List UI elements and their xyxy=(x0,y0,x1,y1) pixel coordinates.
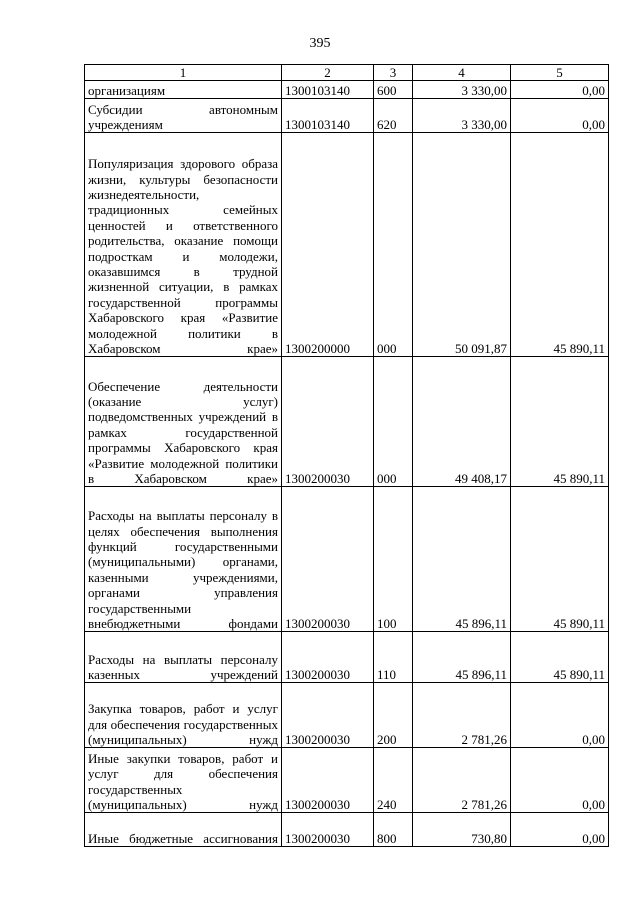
row-expense-kind: 200 xyxy=(374,683,413,748)
row-name: Расходы на выплаты персоналу казенных учреждений xyxy=(85,632,282,683)
header-cell-2: 2 xyxy=(282,65,374,81)
row-name: Субсидии автономным учреждениям xyxy=(85,99,282,133)
table-row xyxy=(85,487,609,632)
table-row xyxy=(85,748,609,813)
row-expense-kind: 100 xyxy=(374,487,413,632)
table-row xyxy=(85,357,609,487)
row-value-5: 45 890,11 xyxy=(511,133,609,357)
budget-table xyxy=(84,64,609,847)
row-value-4: 730,80 xyxy=(413,813,511,847)
row-value-4: 3 330,00 xyxy=(413,81,511,99)
table-row xyxy=(85,81,609,99)
row-value-5: 0,00 xyxy=(511,683,609,748)
row-expense-kind: 800 xyxy=(374,813,413,847)
row-value-4: 3 330,00 xyxy=(413,99,511,133)
row-value-4: 45 896,11 xyxy=(413,632,511,683)
row-expense-kind: 600 xyxy=(374,81,413,99)
row-target-code: 1300200030 xyxy=(282,487,374,632)
row-target-code: 1300200030 xyxy=(282,632,374,683)
row-value-5: 45 890,11 xyxy=(511,357,609,487)
table-row xyxy=(85,683,609,748)
row-value-5: 0,00 xyxy=(511,81,609,99)
row-target-code: 1300200000 xyxy=(282,133,374,357)
row-expense-kind: 000 xyxy=(374,357,413,487)
row-name: Расходы на выплаты персоналу в целях обеспечения выполнения функций государственными (муниципальными) органами, казенными учреждениями, органами управления государственными внебюджетными фондами xyxy=(85,487,282,632)
page-number: 395 xyxy=(309,36,331,51)
header-cell-4: 4 xyxy=(413,65,511,81)
row-expense-kind: 110 xyxy=(374,632,413,683)
header-cell-1: 1 xyxy=(85,65,282,81)
table-row xyxy=(85,813,609,847)
row-target-code: 1300200030 xyxy=(282,813,374,847)
table-row xyxy=(85,632,609,683)
row-name: Обеспечение деятельности (оказание услуг) подведомственных учреждений в рамках государственной программы Хабаровского края «Развитие молодежной политики в Хабаровском крае» xyxy=(85,357,282,487)
row-value-4: 2 781,26 xyxy=(413,683,511,748)
row-target-code: 1300103140 xyxy=(282,81,374,99)
header-cell-5: 5 xyxy=(511,65,609,81)
row-expense-kind: 620 xyxy=(374,99,413,133)
row-target-code: 1300103140 xyxy=(282,99,374,133)
row-value-4: 50 091,87 xyxy=(413,133,511,357)
row-name: Иные бюджетные ассигнования xyxy=(85,813,282,847)
row-value-5: 0,00 xyxy=(511,99,609,133)
table-row xyxy=(85,99,609,133)
row-value-5: 0,00 xyxy=(511,813,609,847)
row-name: Иные закупки товаров, работ и услуг для обеспечения государственных (муниципальных) нужд xyxy=(85,748,282,813)
row-expense-kind: 000 xyxy=(374,133,413,357)
row-value-5: 45 890,11 xyxy=(511,487,609,632)
row-expense-kind: 240 xyxy=(374,748,413,813)
row-value-4: 49 408,17 xyxy=(413,357,511,487)
row-name: организациям xyxy=(85,81,282,99)
row-target-code: 1300200030 xyxy=(282,357,374,487)
row-value-5: 45 890,11 xyxy=(511,632,609,683)
row-name: Закупка товаров, работ и услуг для обеспечения государственных (муниципальных) нужд xyxy=(85,683,282,748)
row-target-code: 1300200030 xyxy=(282,748,374,813)
row-value-4: 45 896,11 xyxy=(413,487,511,632)
row-target-code: 1300200030 xyxy=(282,683,374,748)
row-name: Популяризация здорового образа жизни, культуры безопасности жизнедеятельности, традиционных семейных ценностей и ответственного родительства, оказание помощи подросткам и молодежи, оказавшимся в трудной жизненной ситуации, в рамках государственной программы Хабаровского края «Развитие молодежной политики в Хабаровском крае» xyxy=(85,133,282,357)
header-cell-3: 3 xyxy=(374,65,413,81)
table-header-row xyxy=(85,65,609,81)
table-row xyxy=(85,133,609,357)
row-value-5: 0,00 xyxy=(511,748,609,813)
row-value-4: 2 781,26 xyxy=(413,748,511,813)
